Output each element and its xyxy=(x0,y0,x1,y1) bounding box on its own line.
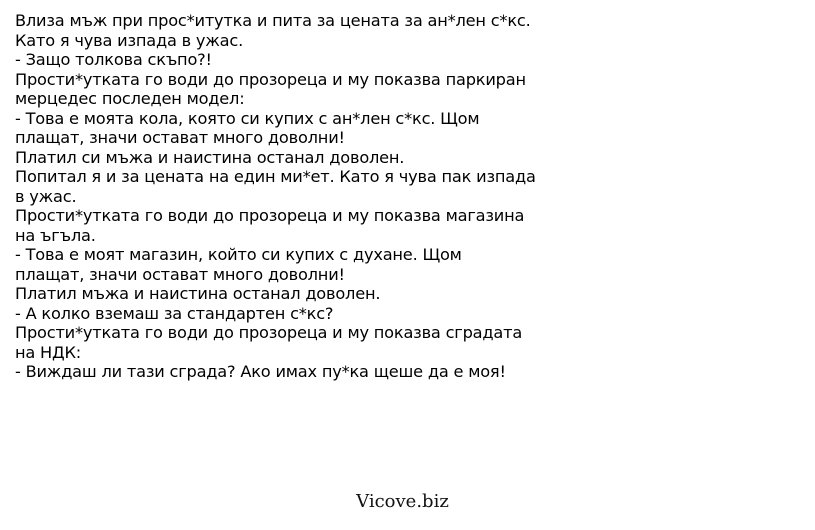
joke-line: - Това е моята кола, която си купих с ан*лен с*кс. Щом xyxy=(15,108,480,128)
joke-line: - Това е моят магазин, който си купих с духане. Щом xyxy=(15,245,462,264)
joke-line: в ужас. xyxy=(15,186,77,206)
joke-line: на НДК: xyxy=(15,342,82,362)
joke-line: Платил мъжа и наистина останал доволен. xyxy=(15,284,381,303)
joke-line: Попитал я и за цената на един ми*ет. Като я чува пак изпада xyxy=(15,167,536,186)
joke-line: - Виждаш ли тази сграда? Ако имах пу*ка щеше да е моя! xyxy=(15,362,506,381)
joke-line: Прости*утката го води до прозореца и му показва сградата xyxy=(15,323,523,342)
joke-line: - А колко вземаш за стандартен с*кс? xyxy=(15,303,334,323)
joke-text xyxy=(15,11,595,382)
joke-line: Прости*утката го води до прозореца и му показва магазина xyxy=(15,206,525,225)
joke-line: плащат, значи остават много доволни! xyxy=(15,264,345,284)
joke-line: Като я чува изпада в ужас. xyxy=(15,30,244,50)
joke-line: мерцедес последен модел: xyxy=(15,89,245,108)
site-watermark: Vicove.biz xyxy=(356,491,449,512)
joke-line: плащат, значи остават много доволни! xyxy=(15,128,345,147)
joke-line: Платил си мъжа и наистина останал доволен. xyxy=(15,147,405,167)
joke-line: на ъгъла. xyxy=(15,225,96,245)
joke-line: Прости*утката го води до прозореца и му показва паркиран xyxy=(15,69,526,89)
joke-line: - Защо толкова скъпо?! xyxy=(15,50,212,69)
joke-line: Влиза мъж при прос*итутка и пита за цената за ан*лен с*кс. xyxy=(15,11,531,30)
